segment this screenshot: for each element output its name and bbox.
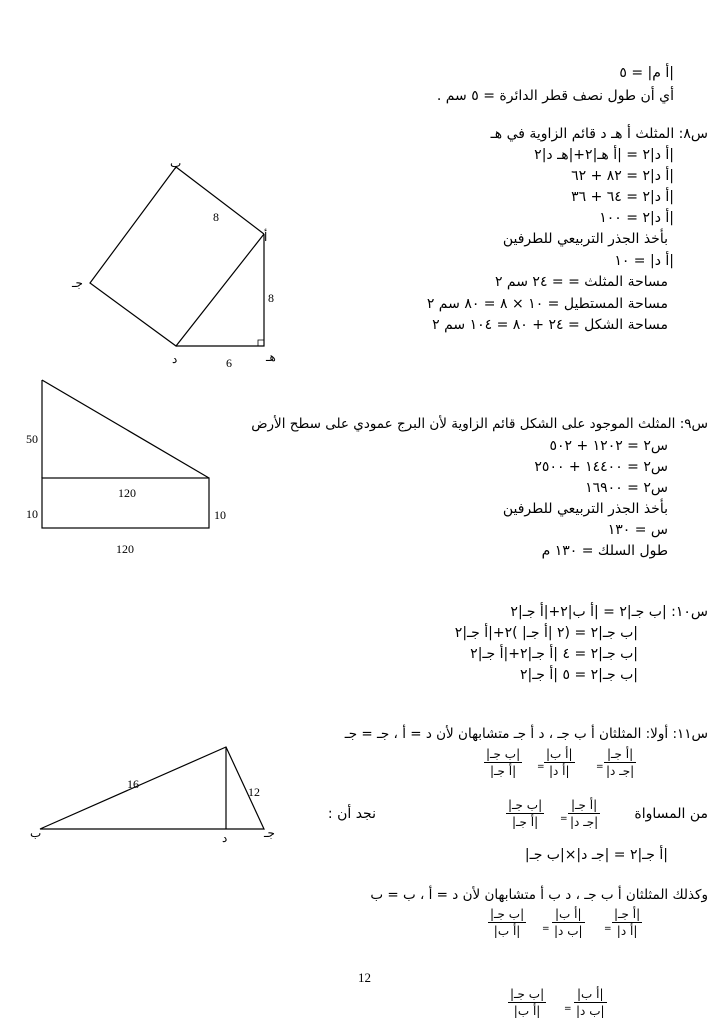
q11-frac1-b xyxy=(544,746,575,779)
q9-line4: بأخذ الجذر التربيعي للطرفين xyxy=(502,501,668,517)
q8-line4: |أ د|٢ = ١٠٠ xyxy=(599,210,674,226)
q9-line2: س٢ = ١٤٤٠٠ + ٢٥٠٠ xyxy=(534,459,668,475)
q7-line2: أي أن طول نصف قطر الدائرة = ٥ سم . xyxy=(436,88,674,104)
q11-frac4-b-den: |ب د| xyxy=(576,1004,605,1018)
q10-header: س١٠: |ب جـ|٢ = |أ ب|٢+|أ جـ|٢ xyxy=(510,604,708,620)
q11-frac4-a-den: |أ ب| xyxy=(513,1004,541,1018)
q8-line5: بأخذ الجذر التربيعي للطرفين xyxy=(502,231,668,247)
q11-header: س١١: أولا: المثلثان أ ب جـ ، د أ جـ متشابهان لأن د = أ ، جـ = جـ xyxy=(344,726,708,742)
q8-header: س٨: المثلث أ هـ د قائم الزاوية في هـ xyxy=(490,126,708,142)
q8-line1: |أ د|٢ = |أ هـ|٢+|هـ د|٢ xyxy=(534,147,674,163)
q11-frac4-b xyxy=(574,986,607,1019)
q11-also: وكذلك المثلثان أ ب جـ ، د ب أ متشابهان لأن د = أ ، ب = ب xyxy=(370,887,708,903)
q9-line6: طول السلك = ١٣٠ م xyxy=(541,543,668,559)
q9-line3: س٢ = ١٦٩٠٠ xyxy=(585,480,668,496)
q11-we-find: نجد أن : xyxy=(327,806,376,822)
q9-label-10-right: 10 xyxy=(214,508,226,522)
q11-frac2-b-den: |جـ د| xyxy=(570,815,599,829)
q11-frac2-a xyxy=(506,797,544,830)
q11-figure xyxy=(40,747,264,829)
q11-frac1-a xyxy=(484,746,522,779)
q11-frac3-a-den: |أ ب| xyxy=(493,924,521,938)
q11-frac2-b-num: |أ جـ| xyxy=(568,797,600,814)
q8-line8: مساحة المستطيل = ١٠ × ٨ = ٨٠ سم ٢ xyxy=(426,296,668,312)
q11-from-eq: من المساواة xyxy=(634,806,708,822)
q9-label-120-mid: 120 xyxy=(118,486,136,500)
q9-figure xyxy=(42,380,209,528)
q11-label-j: جـ xyxy=(264,826,275,840)
q10-line3: |ب جـ|٢ = ٥ |أ جـ|٢ xyxy=(519,667,638,683)
q8-side-hd: 6 xyxy=(226,356,232,370)
q11-frac3-b-den: |ب د| xyxy=(554,924,583,938)
q8-label-b: ب xyxy=(170,156,182,170)
q9-label-10-left: 10 xyxy=(26,507,38,521)
q11-frac3-b-num: |أ ب| xyxy=(552,906,585,923)
q11-frac2-a-den: |أ جـ| xyxy=(511,815,539,829)
q11-frac3-c-den: |أ د| xyxy=(616,924,638,938)
q8-side-ab: 8 xyxy=(213,210,219,224)
q8-label-a: أ xyxy=(264,230,268,244)
q11-eq6: = xyxy=(564,1004,572,1014)
q11-frac1-c xyxy=(604,746,636,779)
q11-frac4-a-num: |ب جـ| xyxy=(510,987,545,1001)
q11-frac4-a xyxy=(508,986,546,1019)
q8-label-h: هـ xyxy=(266,350,276,364)
q11-eq4: = xyxy=(604,924,612,934)
q11-eq3: = xyxy=(560,814,568,824)
q11-frac1-c-num: |أ جـ| xyxy=(604,746,636,763)
q11-frac3-b xyxy=(552,906,585,939)
page-number: 12 xyxy=(358,970,371,985)
q11-frac2-b xyxy=(568,797,600,830)
q11-eq2: = xyxy=(537,762,545,772)
q11-result1: |أ جـ|٢ = |جـ د|×|ب جـ| xyxy=(524,847,668,863)
q11-label-d: د xyxy=(222,831,228,845)
q8-line7: مساحة المثلث = = ٢٤ سم ٢ xyxy=(494,274,668,290)
q9-line5: س = ١٣٠ xyxy=(607,522,668,538)
q9-header: س٩: المثلث الموجود على الشكل قائم الزاوية لأن البرج عمودي على سطح الأرض xyxy=(251,416,708,432)
q11-frac1-c-den: |جـ د| xyxy=(606,764,635,778)
q11-label-b: ب xyxy=(30,826,42,840)
q8-label-j: جـ xyxy=(72,276,83,290)
q8-label-d: د xyxy=(172,352,178,366)
q11-frac2-a-num: |ب جـ| xyxy=(508,798,543,812)
q9-line1: س٢ = ١٢٠٢ + ٥٠٢ xyxy=(549,438,668,454)
q11-eq5: = xyxy=(542,924,550,934)
q11-frac1-b-den: |أ د| xyxy=(548,764,570,778)
q10-line1: |ب جـ|٢ = (٢ |أ جـ| )٢+|أ جـ|٢ xyxy=(454,625,638,641)
q11-frac1-b-num: |أ ب| xyxy=(546,747,573,761)
q11-eq1: = xyxy=(596,762,604,772)
q8-line3: |أ د|٢ = ٦٤ + ٣٦ xyxy=(571,189,674,205)
q8-line6: |أ د| = ١٠ xyxy=(614,253,674,269)
q9-label-120-bottom: 120 xyxy=(116,542,134,556)
q11-frac3-c-num: |أ جـ| xyxy=(614,907,641,921)
q9-label-50: 50 xyxy=(26,432,38,446)
q11-frac1-a-den: |أ جـ| xyxy=(489,764,517,778)
q7-line1: |أ م| = ٥ xyxy=(619,65,674,81)
q11-side-12: 12 xyxy=(248,785,260,799)
q8-line9: مساحة الشكل = ٢٤ + ٨٠ = ١٠٤ سم ٢ xyxy=(432,317,668,333)
q11-frac3-a xyxy=(488,906,526,939)
q11-frac4-b-num: |أ ب| xyxy=(574,986,607,1003)
q11-frac1-a-num: |ب جـ| xyxy=(486,747,521,761)
q11-side-16: 16 xyxy=(127,777,139,791)
q8-side-ah: 8 xyxy=(268,291,274,305)
q11-frac3-a-num: |ب جـ| xyxy=(490,907,525,921)
q8-line2: |أ د|٢ = ٨٢ + ٦٢ xyxy=(571,168,674,184)
q10-line2: |ب جـ|٢ = ٤ |أ جـ|٢+|أ جـ|٢ xyxy=(470,646,638,662)
q11-frac3-c xyxy=(612,906,642,939)
